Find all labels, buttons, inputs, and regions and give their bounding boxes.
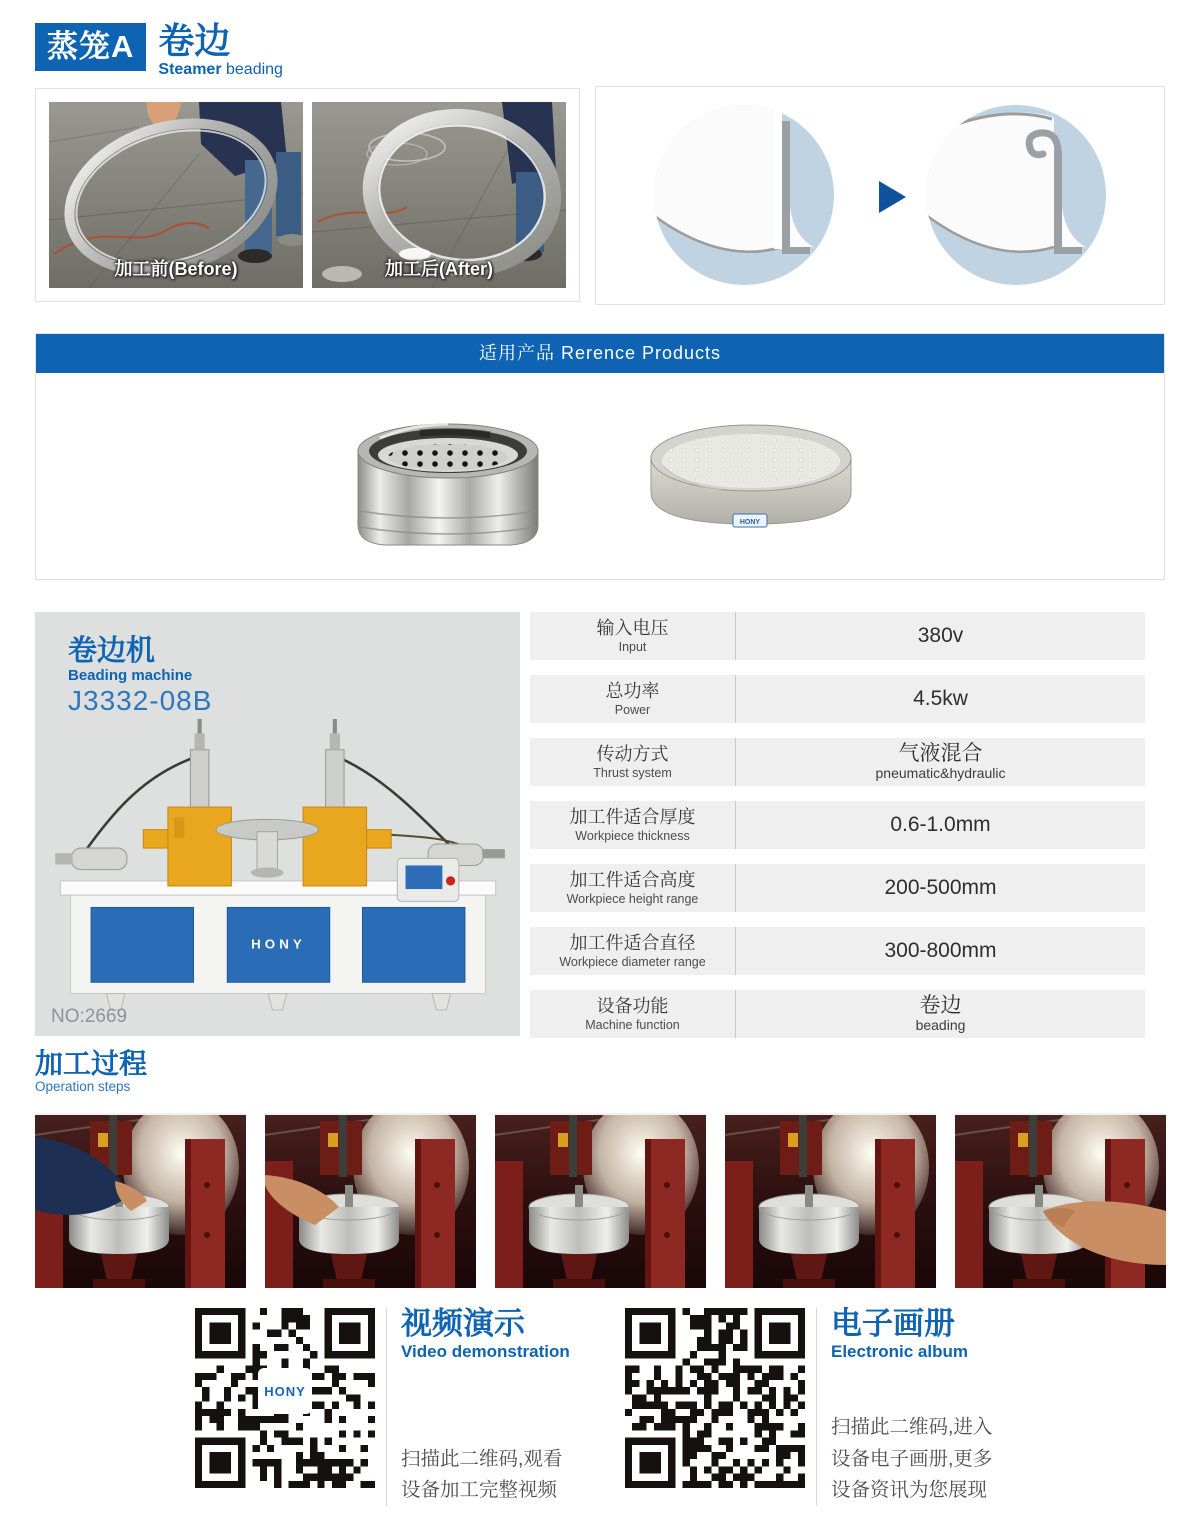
diagram-before-circle (647, 93, 834, 285)
after-photo (312, 102, 566, 288)
album-qr-title-cn: 电子画册 (831, 1306, 955, 1341)
photo-label-before: 加工前(Before) (114, 259, 238, 279)
subtitle-rest: beading (221, 61, 283, 78)
page-title: 卷边 (158, 20, 231, 61)
spec-label-en: Workpiece height range (566, 891, 699, 906)
qr-line: 设备加工完整视频 (401, 1478, 558, 1501)
spec-row-thickness (530, 801, 1145, 849)
operation-title-en: Operation steps (35, 1079, 131, 1095)
operation-photos (35, 1113, 1166, 1288)
operation-photo-4 (725, 1113, 936, 1288)
machine-name-cn: 卷边机 (68, 635, 156, 667)
qr-hony-logo: HONY (258, 1368, 312, 1414)
process-diagram-panel (595, 86, 1165, 305)
spec-row-thrust (530, 738, 1145, 786)
steamer-ring-image (340, 393, 556, 559)
video-qr-block (195, 1308, 583, 1506)
video-qr-title-cn: 视频演示 (401, 1306, 525, 1341)
spec-row-function (530, 990, 1145, 1038)
spec-row-input (530, 612, 1145, 660)
spec-value: 4.5kw (913, 686, 968, 710)
process-diagram (596, 87, 1164, 304)
qr-code-canvas (625, 1308, 805, 1488)
arrow-icon (879, 181, 906, 213)
reference-products-section (35, 333, 1165, 580)
operation-photo-5 (955, 1113, 1166, 1288)
before-photo (49, 102, 303, 288)
photo-label-after: 加工后(After) (385, 259, 493, 279)
spec-value: 卷边 (919, 994, 962, 1018)
steamer-badge: 蒸笼A (35, 23, 146, 71)
page-header (35, 20, 283, 79)
machine-photo (43, 676, 513, 1014)
spec-label-cn: 加工件适合直径 (569, 933, 696, 954)
spec-value: 气液混合 (898, 742, 983, 766)
spec-label-en: Machine function (585, 1017, 680, 1032)
qr-line: 设备电子画册,更多 (831, 1447, 993, 1470)
spec-row-diameter (530, 927, 1145, 975)
qr-line: 扫描此二维码,观看 (401, 1447, 563, 1470)
video-qr-description (401, 1444, 562, 1506)
spec-value-sub: pneumatic&hydraulic (875, 765, 1006, 782)
album-qr-title-en: Electronic album (831, 1342, 968, 1361)
operation-photo-3 (495, 1113, 706, 1288)
spec-row-height (530, 864, 1145, 912)
album-qr-text (816, 1308, 1013, 1506)
spec-table (530, 612, 1145, 1038)
video-qr-title-en: Video demonstration (401, 1342, 570, 1361)
spec-label-en: Workpiece diameter range (559, 954, 706, 969)
spec-label-cn: 设备功能 (596, 996, 669, 1017)
album-qr-code (625, 1308, 805, 1488)
page-subtitle (158, 61, 283, 79)
spec-label-cn: 加工件适合高度 (569, 870, 696, 891)
operation-steps-title (35, 1049, 147, 1094)
spec-label-cn: 输入电压 (596, 618, 669, 639)
operation-photo-1 (35, 1113, 246, 1288)
steamer-tray-image (641, 406, 861, 546)
video-qr-code (195, 1308, 375, 1488)
spec-label-en: Workpiece thickness (575, 828, 690, 843)
svg-text:HONY: HONY (739, 519, 760, 526)
video-qr-text (386, 1308, 583, 1506)
album-qr-block (625, 1308, 1013, 1506)
spec-label-cn: 总功率 (605, 681, 660, 702)
page-title-block (158, 20, 283, 79)
spec-label-en: Power (614, 702, 651, 717)
spec-value: 300-800mm (884, 938, 997, 962)
spec-value-sub: beading (915, 1017, 966, 1034)
machine-logo-text: HONY (251, 936, 306, 952)
machine-name-en: Beading machine (68, 667, 193, 685)
spec-value: 0.6-1.0mm (890, 812, 991, 836)
subtitle-bold: Steamer (158, 61, 222, 78)
spec-label-cn: 加工件适合厚度 (569, 807, 696, 828)
spec-row-power (530, 675, 1145, 723)
qr-line: 扫描此二维码,进入 (831, 1416, 993, 1439)
spec-value: 380v (917, 623, 964, 647)
products-banner: 适用产品 Rerence Products (36, 334, 1164, 373)
spec-label-en: Input (618, 639, 647, 654)
spec-label-cn: 传动方式 (596, 744, 669, 765)
spec-value: 200-500mm (884, 875, 997, 899)
machine-panel (35, 612, 520, 1036)
before-after-panel (35, 88, 580, 302)
album-qr-description (831, 1412, 992, 1506)
diagram-after-circle (926, 105, 1106, 285)
machine-serial: NO:2669 (51, 1006, 128, 1027)
operation-photo-2 (265, 1113, 476, 1288)
qr-line: 设备资讯为您展现 (831, 1478, 988, 1501)
operation-title-cn: 加工过程 (35, 1048, 148, 1079)
products-body (36, 373, 1164, 579)
machine-title-block (68, 636, 212, 717)
machine-model: J3332-08B (68, 685, 213, 717)
spec-label-en: Thrust system (593, 765, 672, 780)
